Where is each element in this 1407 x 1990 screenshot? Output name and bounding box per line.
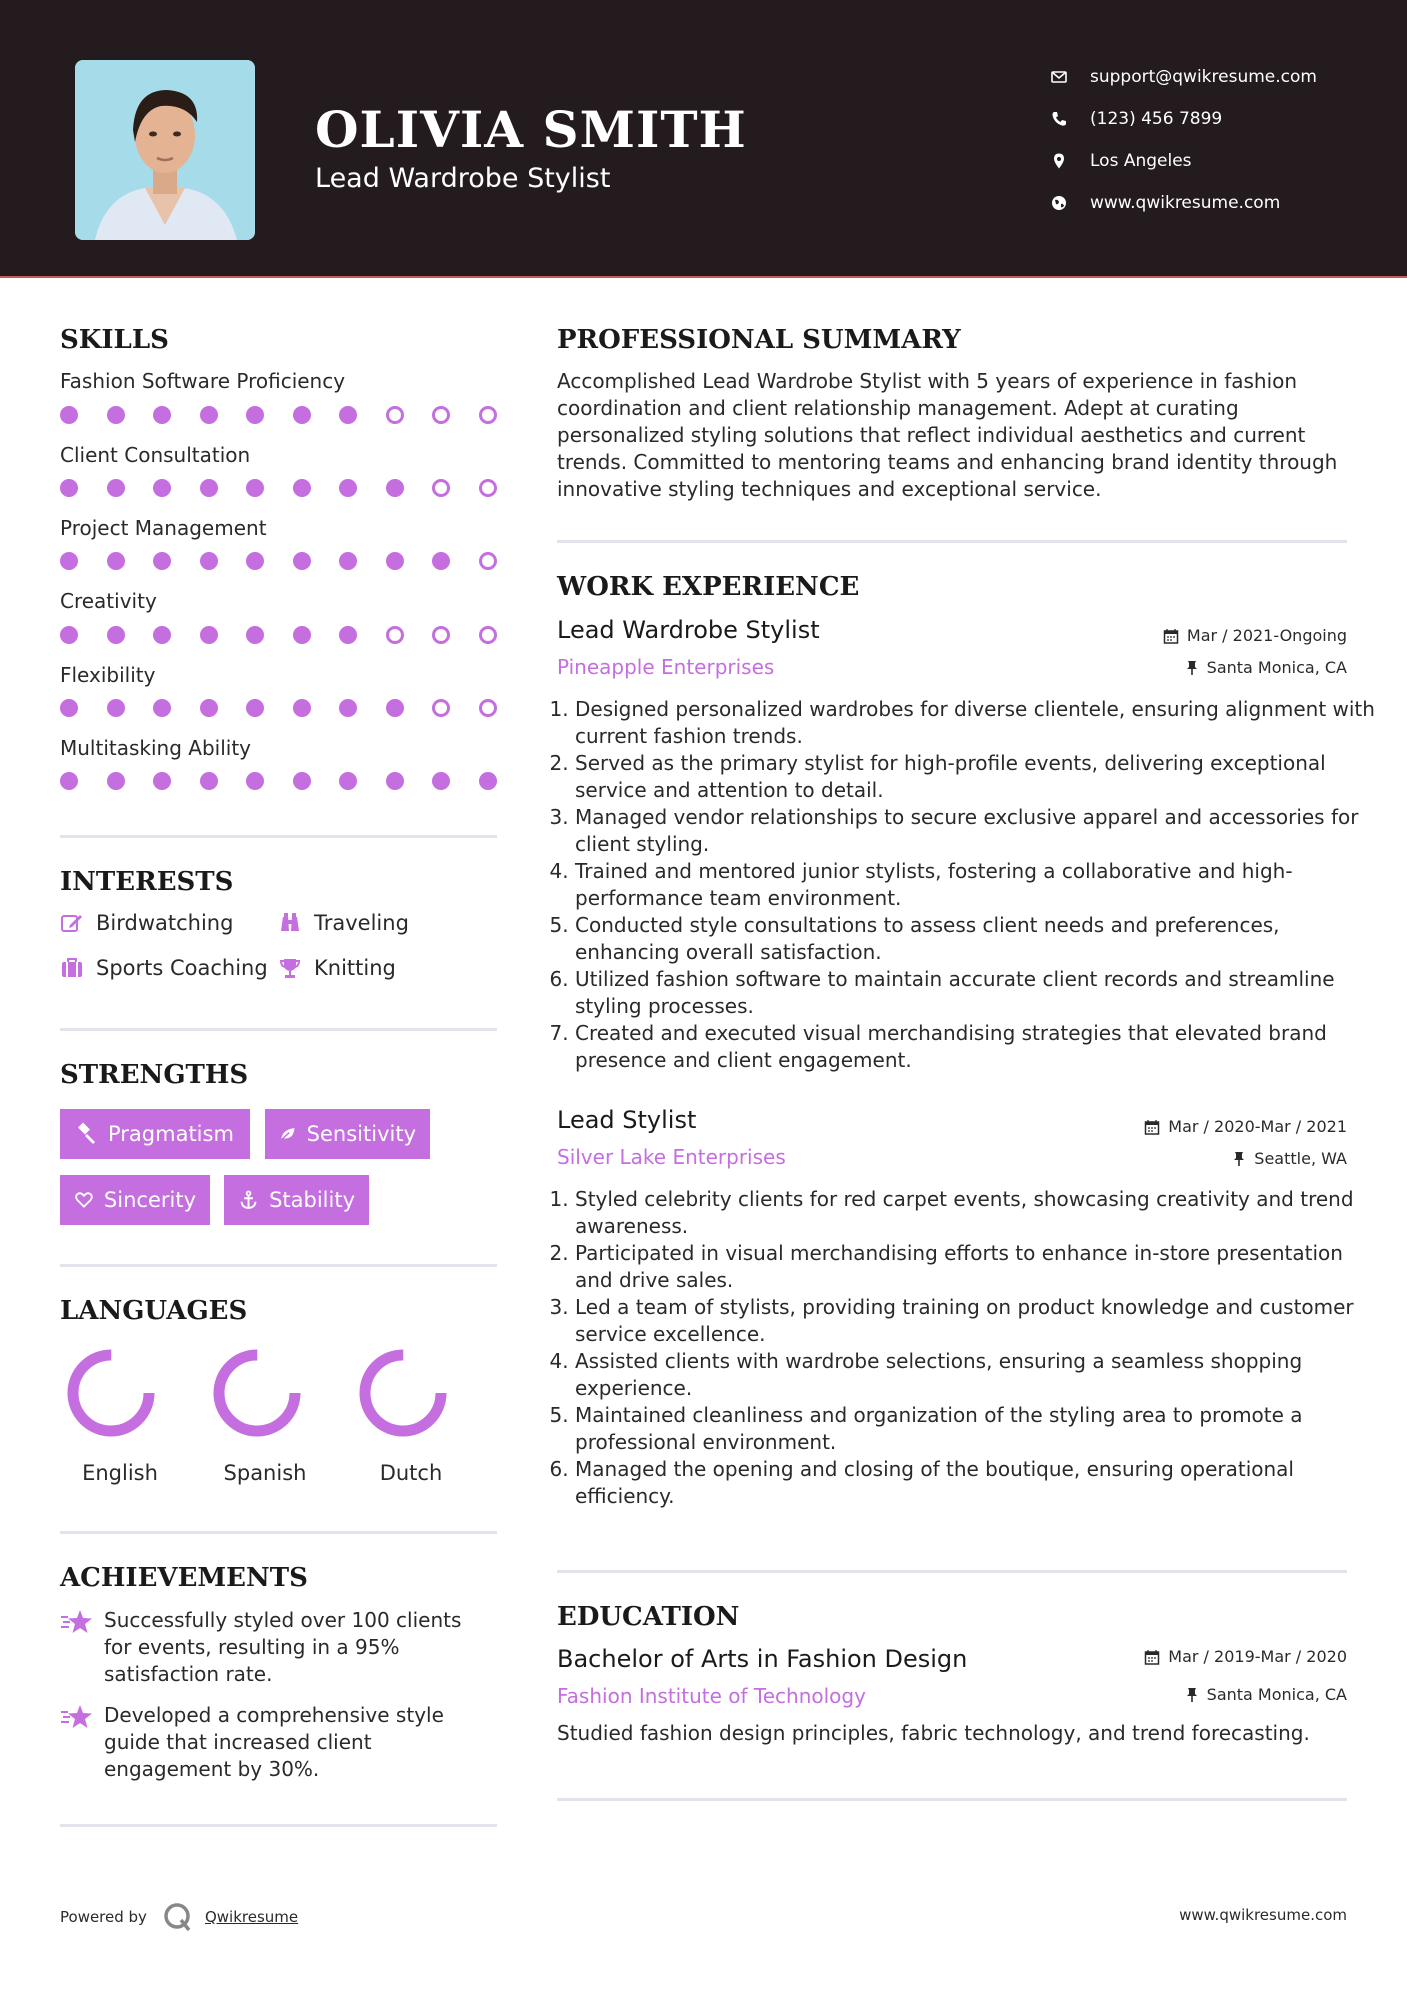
- section-divider: [557, 540, 1347, 543]
- rating-dot-filled: [339, 626, 357, 644]
- rating-dot-filled: [200, 626, 218, 644]
- rating-dot-filled: [432, 772, 450, 790]
- skill-rating: [60, 626, 525, 644]
- job-duties: [557, 696, 1375, 1074]
- rating-dot-filled: [200, 406, 218, 424]
- globe-icon: [1050, 194, 1068, 212]
- rating-dot-filled: [386, 699, 404, 717]
- skill-name: Flexibility: [60, 663, 156, 687]
- rating-dot-filled: [107, 772, 125, 790]
- calendar-icon: [1144, 1119, 1160, 1135]
- job-title: Lead Wardrobe Stylist: [557, 616, 820, 644]
- rating-dot-filled: [246, 772, 264, 790]
- skill-rating: [60, 552, 525, 570]
- duty-item: 1. Styled celebrity clients for red carpet events, showcasing creativity and trend awareness.: [575, 1186, 1375, 1240]
- duty-item: 1. Designed personalized wardrobes for diverse clientele, ensuring alignment with current fashion trends.: [575, 696, 1375, 750]
- rating-dot-empty: [479, 552, 497, 570]
- school-name: Fashion Institute of Technology: [557, 1684, 866, 1708]
- rating-dot-empty: [432, 406, 450, 424]
- rating-dot-filled: [339, 406, 357, 424]
- rating-dot-filled: [293, 479, 311, 497]
- skill-name: Multitasking Ability: [60, 736, 251, 760]
- pushpin-icon: [1185, 1687, 1199, 1703]
- star-icon: [60, 1704, 94, 1783]
- edit-icon: [60, 911, 84, 935]
- rating-dot-filled: [386, 479, 404, 497]
- rating-dot-filled: [107, 479, 125, 497]
- rating-dot-filled: [293, 772, 311, 790]
- strength-tag: Stability: [224, 1175, 369, 1225]
- job-company: Pineapple Enterprises: [557, 655, 775, 679]
- anchor-icon: [238, 1188, 259, 1212]
- rating-dot-filled: [246, 699, 264, 717]
- qwikresume-link[interactable]: Qwikresume: [204, 1908, 299, 1926]
- duty-item: 6. Utilized fashion software to maintain accurate client records and streamline styling processes.: [575, 966, 1375, 1020]
- rating-dot-filled: [153, 772, 171, 790]
- skill-name: Creativity: [60, 589, 157, 613]
- rating-dot-filled: [107, 552, 125, 570]
- trophy-icon: [278, 956, 302, 980]
- job-company: Silver Lake Enterprises: [557, 1145, 786, 1169]
- duty-item: 3. Led a team of stylists, providing training on product knowledge and customer service excellence.: [575, 1294, 1375, 1348]
- contact-phone[interactable]: (123) 456 7899: [1050, 98, 1317, 140]
- rating-dot-filled: [153, 406, 171, 424]
- summary-title: PROFESSIONAL SUMMARY: [557, 325, 961, 355]
- rating-dot-filled: [293, 626, 311, 644]
- skill-name: Client Consultation: [60, 443, 251, 467]
- section-divider: [60, 1824, 497, 1827]
- binoculars-icon: [278, 911, 302, 935]
- contact-email[interactable]: support@qwikresume.com: [1050, 56, 1317, 98]
- job-dates: Mar / 2021-Ongoing: [1163, 626, 1347, 645]
- rating-dot-filled: [60, 406, 78, 424]
- experience-title: WORK EXPERIENCE: [557, 572, 860, 602]
- education-title: EDUCATION: [557, 1602, 740, 1632]
- interests-title: INTERESTS: [60, 867, 234, 897]
- language-progress-arc: [66, 1348, 156, 1438]
- language-ring: [212, 1348, 302, 1442]
- summary-text: Accomplished Lead Wardrobe Stylist with 5 years of experience in fashion coordination and client relationship management. Adept at curating personalized styling solutions that reflect individual aesthetics and current trends. Committed to mentoring teams and enhancing brand identity through innovative styling techniques and exceptional service.: [557, 369, 1338, 501]
- rating-dot-filled: [153, 626, 171, 644]
- section-divider: [557, 1798, 1347, 1801]
- duty-item: 4. Assisted clients with wardrobe selections, ensuring a seamless shopping experience.: [575, 1348, 1375, 1402]
- language-label: Spanish: [223, 1461, 307, 1485]
- rating-dot-empty: [432, 479, 450, 497]
- skill-rating: [60, 699, 525, 717]
- contact-website[interactable]: www.qwikresume.com: [1050, 182, 1317, 224]
- duty-item: 2. Participated in visual merchandising efforts to enhance in-store presentation and drive sales.: [575, 1240, 1375, 1294]
- rating-dot-filled: [246, 626, 264, 644]
- education-description: Studied fashion design principles, fabric technology, and trend forecasting.: [557, 1721, 1310, 1745]
- candidate-name: OLIVIA SMITH: [315, 100, 747, 159]
- envelope-icon: [1050, 68, 1068, 86]
- language-label: English: [82, 1461, 158, 1485]
- contact-location: Los Angeles: [1050, 140, 1317, 182]
- calendar-icon: [1163, 628, 1179, 644]
- map-pin-icon: [1050, 152, 1068, 170]
- contact-list: [1050, 56, 1317, 224]
- rating-dot-empty: [479, 479, 497, 497]
- profile-photo: [75, 60, 255, 240]
- calendar-icon: [1144, 1649, 1160, 1665]
- rating-dot-filled: [293, 552, 311, 570]
- rating-dot-empty: [479, 626, 497, 644]
- job-location: Seattle, WA: [1232, 1149, 1347, 1168]
- pushpin-icon: [1232, 1151, 1246, 1167]
- rating-dot-empty: [479, 406, 497, 424]
- rating-dot-filled: [60, 479, 78, 497]
- rating-dot-filled: [386, 552, 404, 570]
- rating-dot-empty: [432, 626, 450, 644]
- rating-dot-empty: [386, 406, 404, 424]
- rating-dot-empty: [432, 699, 450, 717]
- star-icon: [60, 1609, 94, 1688]
- language-ring: [66, 1348, 156, 1442]
- achievement-item: Successfully styled over 100 clients for events, resulting in a 95% satisfaction rate.: [60, 1607, 480, 1688]
- rating-dot-filled: [293, 699, 311, 717]
- rating-dot-filled: [153, 699, 171, 717]
- leaf-icon: [279, 1122, 297, 1146]
- education-location: Santa Monica, CA: [1185, 1685, 1347, 1704]
- education-dates: Mar / 2019-Mar / 2020: [1144, 1647, 1347, 1666]
- section-divider: [60, 835, 497, 838]
- phone-icon: [1050, 110, 1068, 128]
- rating-dot-filled: [246, 552, 264, 570]
- rating-dot-filled: [479, 772, 497, 790]
- rating-dot-filled: [107, 699, 125, 717]
- achievements-title: ACHIEVEMENTS: [60, 1563, 308, 1593]
- pushpin-icon: [1185, 660, 1199, 676]
- language-ring: [358, 1348, 448, 1442]
- rating-dot-filled: [432, 552, 450, 570]
- rating-dot-filled: [60, 626, 78, 644]
- rating-dot-filled: [153, 479, 171, 497]
- achievement-item: Developed a comprehensive style guide that increased client engagement by 30%.: [60, 1702, 480, 1783]
- rating-dot-filled: [200, 552, 218, 570]
- skill-rating: [60, 772, 525, 790]
- skills-title: SKILLS: [60, 325, 169, 355]
- rating-dot-filled: [200, 772, 218, 790]
- rating-dot-filled: [60, 772, 78, 790]
- gavel-icon: [74, 1122, 98, 1146]
- rating-dot-filled: [200, 479, 218, 497]
- duty-item: 3. Managed vendor relationships to secure exclusive apparel and accessories for client styling.: [575, 804, 1375, 858]
- language-progress-arc: [212, 1348, 302, 1438]
- rating-dot-filled: [246, 406, 264, 424]
- skill-rating: [60, 406, 525, 424]
- duty-item: 4. Trained and mentored junior stylists, fostering a collaborative and high-performance team environment.: [575, 858, 1375, 912]
- interest-item: Birdwatching: [60, 911, 233, 935]
- rating-dot-empty: [479, 699, 497, 717]
- rating-dot-filled: [153, 552, 171, 570]
- interest-item: Traveling: [278, 911, 409, 935]
- resume-header: [0, 0, 1407, 278]
- job-title: Lead Stylist: [557, 1106, 697, 1134]
- section-divider: [557, 1570, 1347, 1573]
- skill-name: Project Management: [60, 516, 267, 540]
- footer-url[interactable]: www.qwikresume.com: [1179, 1906, 1347, 1924]
- rating-dot-filled: [339, 699, 357, 717]
- interest-item: Sports Coaching: [60, 956, 268, 980]
- section-divider: [60, 1531, 497, 1534]
- qwikresume-logo-icon: [161, 1900, 195, 1934]
- rating-dot-filled: [60, 552, 78, 570]
- suitcase-icon: [60, 956, 84, 980]
- rating-dot-filled: [107, 626, 125, 644]
- section-divider: [60, 1264, 497, 1267]
- strength-tag: Pragmatism: [60, 1109, 250, 1159]
- rating-dot-filled: [107, 406, 125, 424]
- duty-item: 5. Maintained cleanliness and organization of the styling area to promote a professional environment.: [575, 1402, 1375, 1456]
- rating-dot-filled: [339, 772, 357, 790]
- language-progress-arc: [358, 1348, 448, 1438]
- rating-dot-filled: [339, 479, 357, 497]
- skill-rating: [60, 479, 525, 497]
- section-divider: [60, 1028, 497, 1031]
- job-duties: [557, 1186, 1375, 1510]
- strengths-title: STRENGTHS: [60, 1060, 249, 1090]
- strength-tag: Sincerity: [60, 1175, 210, 1225]
- duty-item: 6. Managed the opening and closing of the boutique, ensuring operational efficiency.: [575, 1456, 1375, 1510]
- skill-name: Fashion Software Proficiency: [60, 369, 346, 393]
- job-location: Santa Monica, CA: [1185, 658, 1347, 677]
- languages-title: LANGUAGES: [60, 1296, 248, 1326]
- heart-icon: [74, 1188, 94, 1212]
- rating-dot-filled: [200, 699, 218, 717]
- degree-title: Bachelor of Arts in Fashion Design: [557, 1645, 968, 1673]
- rating-dot-empty: [386, 626, 404, 644]
- rating-dot-filled: [293, 406, 311, 424]
- powered-by: Powered by Qwikresume: [60, 1900, 298, 1934]
- job-dates: Mar / 2020-Mar / 2021: [1144, 1117, 1347, 1136]
- duty-item: 7. Created and executed visual merchandising strategies that elevated brand presence and client engagement.: [575, 1020, 1375, 1074]
- rating-dot-filled: [386, 772, 404, 790]
- strength-tag: Sensitivity: [265, 1109, 430, 1159]
- rating-dot-filled: [60, 699, 78, 717]
- candidate-role: Lead Wardrobe Stylist: [315, 163, 611, 194]
- language-label: Dutch: [379, 1461, 443, 1485]
- rating-dot-filled: [339, 552, 357, 570]
- interest-item: Knitting: [278, 956, 396, 980]
- duty-item: 2. Served as the primary stylist for high-profile events, delivering exceptional service and attention to detail.: [575, 750, 1375, 804]
- duty-item: 5. Conducted style consultations to assess client needs and preferences, enhancing overall satisfaction.: [575, 912, 1375, 966]
- rating-dot-filled: [246, 479, 264, 497]
